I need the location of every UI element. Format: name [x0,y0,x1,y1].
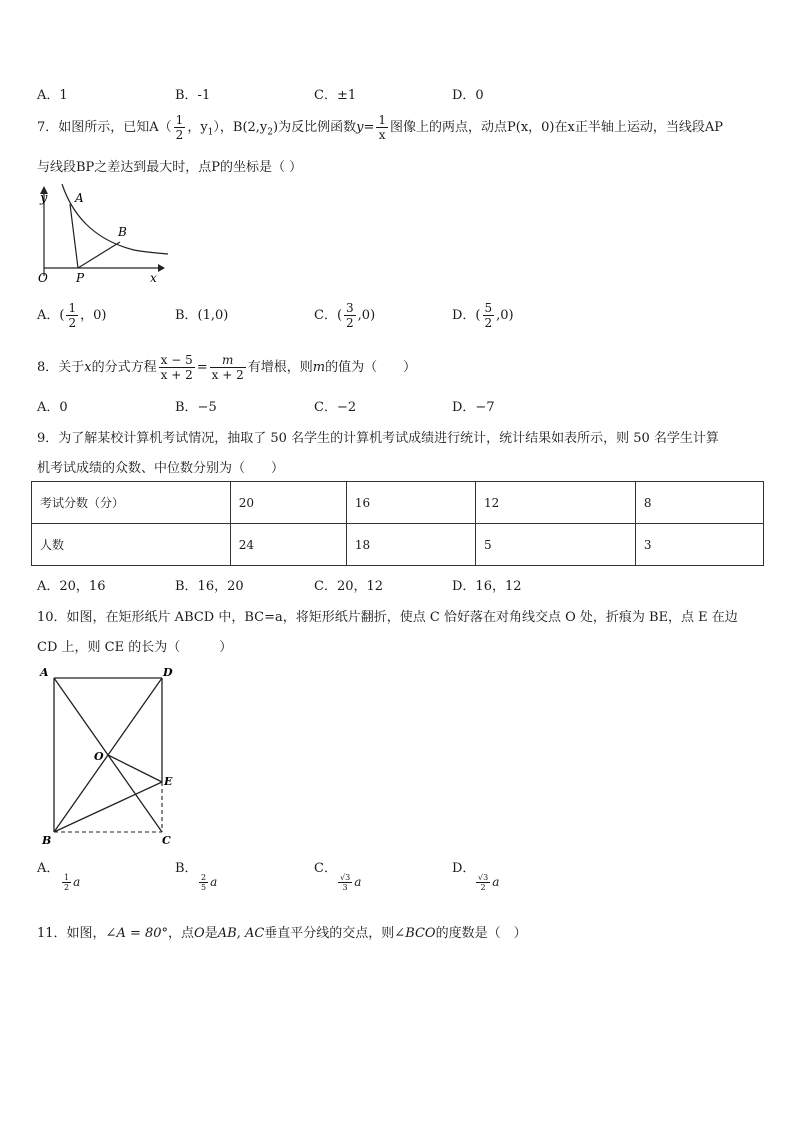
q7-x-arrow [158,264,165,272]
q7-label-b: B [118,225,127,239]
q8-option-d: D．−7 [452,400,495,415]
q10-option-c: C． [314,861,337,876]
table-cell: 人数 [32,524,231,566]
q10-option-d: D． [452,861,476,876]
q7-label-x: x [150,271,157,285]
table-cell: 18 [346,524,475,566]
table-cell: 12 [476,482,636,524]
q10-rectangle-figure [36,664,186,850]
q7-option-a: A．( $\frac{1}{2}$ ，0) [37,301,107,330]
q6-option-b: B．-1 [175,88,211,103]
q10-stem-line1: 10．如图，在矩形纸片 ABCD 中，BC=a，将矩形纸片翻折，使点 C 恰好落在对角线交点 O 处，折痕为 BE，点 E 在边 [37,610,738,625]
q10-label-c: C [162,834,171,847]
q10-option-a: A． [37,861,60,876]
q10-label-o: O [94,750,104,763]
q10-segment-oe [108,755,162,782]
q10-label-b: B [42,834,52,847]
q9-stem-line2: 机考试成绩的众数、中位数分别为（ ） [37,461,285,476]
q7-option-c: C．( $\frac{3}{2}$ ,0) [314,301,376,330]
q7-label-o: O [38,271,48,285]
q8-frac1: $\frac{x - 5}{x + 2}$ [160,353,193,382]
q8-stem: 8．关于x的分式方程 $\frac{x - 5}{x + 2}$ = $\frac{m}{x + 2}$ 有增根，则m的值为（ ） [37,353,417,382]
q7-stem-line2: 与线段BP之差达到最大时，点P的坐标是（ ） [37,160,303,175]
q10-label-a: A [40,666,49,679]
q8-frac2: $\frac{m}{x + 2}$ [211,353,244,382]
table-row [32,524,764,566]
table-cell: 20 [230,482,346,524]
q7-label-a: A [75,191,84,205]
q7-frac-fn: $\frac{1}{x}$ [378,113,386,142]
q9-option-c: C．20，12 [314,579,384,594]
q8-option-a: A．0 [37,400,68,415]
q8-option-c: C．−2 [314,400,357,415]
q10-option-b: B． [175,861,198,876]
q11-stem: 11．如图，∠A = 80°，点O是AB, AC垂直平分线的交点，则∠BCO的度数是（ ） [37,926,527,941]
table-cell: 考试分数（分） [32,482,231,524]
q9-option-a: A．20，16 [37,579,106,594]
q6-option-d: D．0 [452,88,484,103]
q9-option-b: B．16，20 [175,579,244,594]
q10-stem-line2: CD 上，则 CE 的长为（ ） [37,640,233,655]
q7-option-b: B．(1,0) [175,308,229,323]
q9-option-d: D．16，12 [452,579,522,594]
q7-frac-half: $\frac{1}{2}$ [175,113,184,142]
q7-graph [34,180,174,285]
q6-option-c: C．±1 [314,88,357,103]
q8-option-b: B．−5 [175,400,217,415]
q10-label-e: E [164,775,173,788]
q7-label-y: y [40,191,48,206]
q10-option-d-value: $\frac{√3}{2}$ a [478,873,500,892]
q7-option-d: D．( $\frac{5}{2}$ ,0) [452,301,514,330]
q9-stem-line1: 9．为了解某校计算机考试情况，抽取了 50 名学生的计算机考试成绩进行统计，统计结果如表所示，则 50 名学生计算 [37,431,719,446]
q10-option-a-value: $\frac{1}{2}$ a [64,873,81,892]
table-row [32,482,764,524]
table-cell: 24 [230,524,346,566]
q6-option-a: A．1 [37,88,68,103]
table-cell: 8 [635,482,763,524]
q7-stem-line1: 7．如图所示，已知A（ $\frac{1}{2}$ ，$y_1$），$B(2,y_2)$为反比例函数y= $\frac{1}{x}$ 图像上的两点，动点P(x，0)在x正半轴上运动，当线段AP [37,113,723,142]
table-cell: 5 [476,524,636,566]
q10-option-b-value: $\frac{2}{5}$ a [201,873,218,892]
q10-label-d: D [163,666,173,679]
q7-label-p: P [76,271,85,285]
q10-fold-be [54,782,162,832]
table-cell: 16 [346,482,475,524]
q9-score-table [31,481,764,566]
q7-segment-bp [78,242,120,268]
q10-option-c-value: $\frac{√3}{3}$ a [340,873,362,892]
table-cell: 3 [635,524,763,566]
